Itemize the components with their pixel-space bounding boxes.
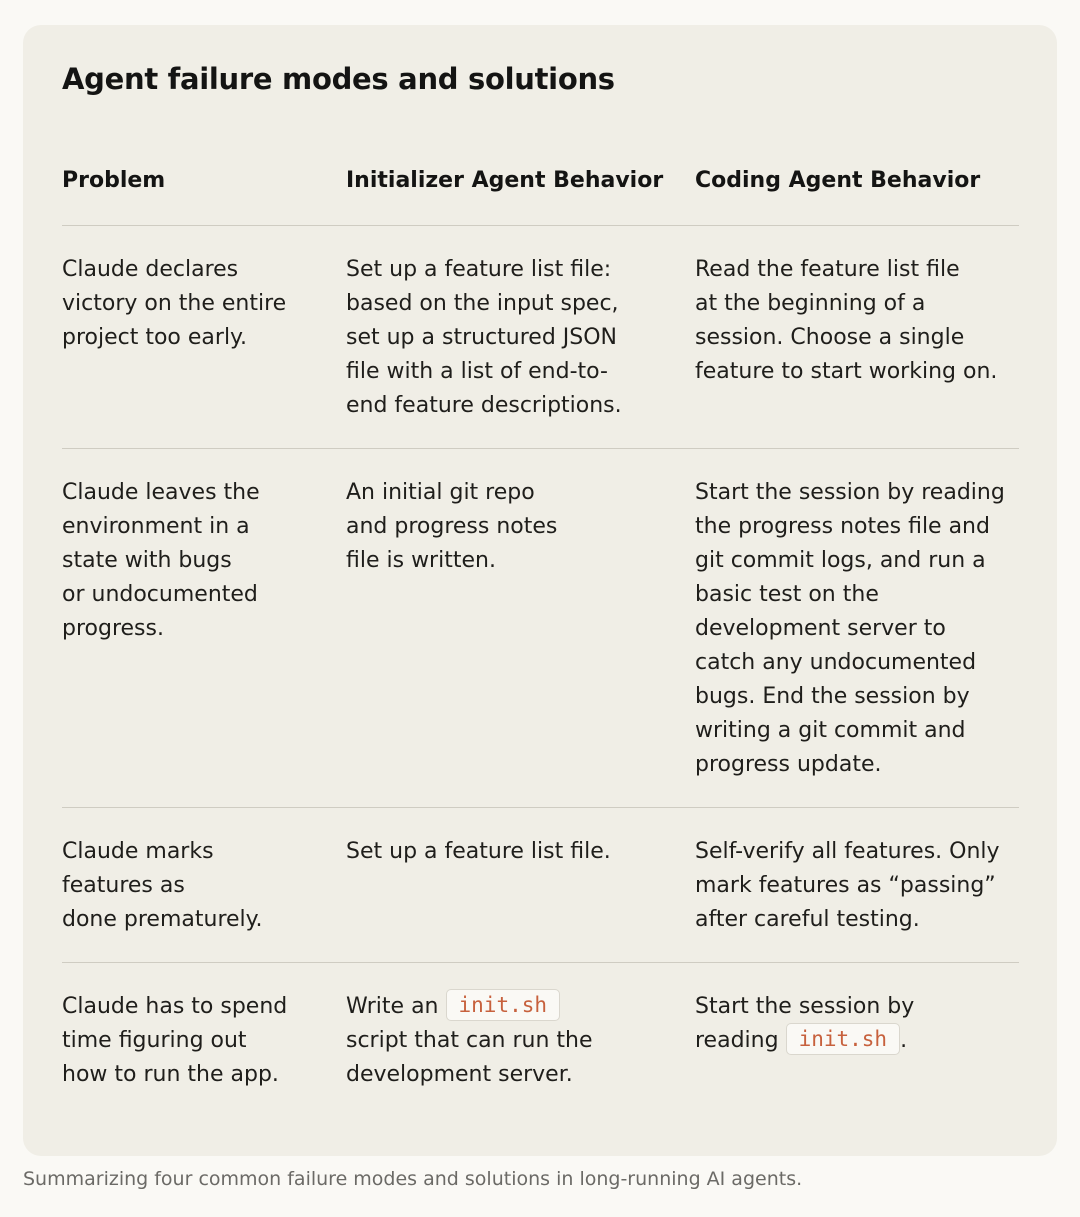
cell-line: done prematurely. [62,907,263,932]
row2-problem [62,476,260,646]
cell-line: Start the session by [695,994,915,1019]
cell-line: after careful testing. [695,907,920,932]
row1-problem [62,253,286,355]
cell-line [695,1024,914,1058]
row3-problem [62,835,263,937]
cell-line: script that can run the [346,1028,593,1053]
cell-line: Start the session by reading [695,480,1005,505]
row4-coding [695,990,914,1058]
cell-line: and progress notes [346,514,558,539]
cell-line: Self-verify all features. Only [695,839,1000,864]
cell-line: Claude declares [62,257,239,282]
cell-line: project too early. [62,325,247,350]
cell-text: Write an [346,994,439,1019]
cell-line: Claude leaves the [62,480,260,505]
cell-line: at the beginning of a [695,291,926,316]
header-problem: Problem [62,168,166,193]
cell-line: Read the feature list file [695,257,960,282]
cell-line: development server. [346,1062,573,1087]
cell-line: Set up a feature list file: [346,257,612,282]
cell-line: bugs. End the session by [695,684,970,709]
cell-line: An initial git repo [346,480,535,505]
divider [62,962,1019,963]
cell-line: git commit logs, and run a [695,548,986,573]
row3-coding [695,835,1000,937]
divider [62,225,1019,226]
divider [62,448,1019,449]
cell-line [346,990,593,1024]
cell-line: set up a structured JSON [346,325,618,350]
row3-initializer [346,835,611,869]
row2-initializer [346,476,557,578]
row1-coding [695,253,997,389]
row4-initializer [346,990,593,1092]
header-initializer: Initializer Agent Behavior [346,168,664,193]
table-title: Agent failure modes and solutions [62,62,615,96]
divider [62,807,1019,808]
cell-line: end feature descriptions. [346,393,622,418]
code-snippet: init.sh [786,1023,901,1055]
cell-line: feature to start working on. [695,359,998,384]
cell-line: state with bugs [62,548,232,573]
cell-line: catch any undocumented [695,650,977,675]
cell-line: progress update. [695,752,882,777]
cell-line: Set up a feature list file. [346,839,611,864]
cell-line: how to run the app. [62,1062,279,1087]
cell-line: time figuring out [62,1028,247,1053]
cell-line: victory on the entire [62,291,287,316]
cell-line: features as [62,873,185,898]
cell-line: development server to [695,616,946,641]
cell-line: environment in a [62,514,250,539]
figure-caption: Summarizing four common failure modes and solutions in long-running AI agents. [23,1168,803,1190]
cell-line: basic test on the [695,582,879,607]
cell-line: mark features as “passing” [695,873,996,898]
header-coding: Coding Agent Behavior [695,168,981,193]
code-snippet: init.sh [446,989,561,1021]
cell-line: the progress notes file and [695,514,990,539]
cell-line: file is written. [346,548,496,573]
row1-initializer [346,253,622,423]
cell-line: writing a git commit and [695,718,966,743]
cell-line: session. Choose a single [695,325,965,350]
cell-line: Claude marks [62,839,214,864]
row2-coding [695,476,1005,782]
cell-line: Claude has to spend [62,994,288,1019]
row4-problem [62,990,287,1092]
cell-text: . [900,1028,908,1053]
cell-line: file with a list of end-to- [346,359,608,384]
cell-text: reading [695,1028,779,1053]
cell-line: progress. [62,616,164,641]
cell-line: or undocumented [62,582,258,607]
cell-line: based on the input spec, [346,291,619,316]
